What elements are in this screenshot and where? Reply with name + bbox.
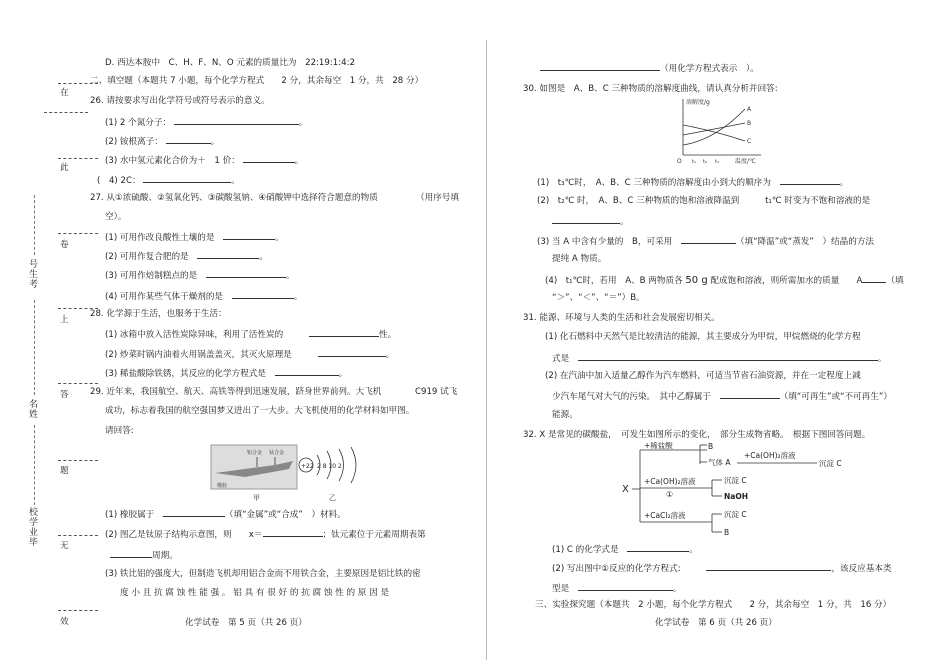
answer-blank[interactable] <box>578 582 673 591</box>
binding-label-exam-no: 号生考 <box>29 260 39 290</box>
q28-stem: 28. 化学源于生活，也服务于生活： <box>90 309 227 319</box>
q27-stem-2: 空）。 <box>105 212 127 222</box>
graph-y-label: 溶解度/g <box>686 99 710 106</box>
curve-label-a: A <box>747 106 752 113</box>
q26-3: (3) 水中氢元素化合价为＋ 1 价： 。 <box>105 156 304 166</box>
solubility-graph <box>675 95 765 165</box>
seal-char: 此 <box>60 163 69 173</box>
answer-blank[interactable] <box>780 176 840 185</box>
graph-tick-t2: t₂ <box>703 159 707 165</box>
q27-2: (2) 可用作复合肥的是 。 <box>105 252 268 262</box>
answer-blank[interactable] <box>720 390 780 399</box>
q29-stem: 29. 近年来，我国航空、航天、高铁等得到迅速发展，跻身世界前列。大飞机 <box>90 387 382 397</box>
answer-blank[interactable] <box>197 250 259 259</box>
answer-blank[interactable] <box>263 528 323 537</box>
fig-label-aluminum: 铝合金 <box>247 450 263 456</box>
electron-shell <box>351 447 356 483</box>
reaction-diagram <box>612 442 847 537</box>
q28-2: (2) 炒菜时锅内油着火用锅盖盖灭，其灭火原理是 。 <box>105 350 395 360</box>
answer-blank[interactable] <box>540 62 660 71</box>
seal-char: 答 <box>60 390 69 400</box>
answer-blank[interactable] <box>552 215 620 224</box>
answer-blank[interactable] <box>627 543 689 552</box>
q31-1b: 式是 。 <box>552 354 887 364</box>
diagram-reagent-caoh-mid: +Ca(OH)₂溶液 <box>644 477 696 486</box>
q27-4: (4) 可用作某些气体干燥剂的是 。 <box>105 292 303 302</box>
answer-blank[interactable] <box>110 549 152 558</box>
seal-dash <box>58 383 98 384</box>
answer-blank[interactable] <box>243 154 295 163</box>
diagram-reagent-cacl2: +CaCl₂溶液 <box>644 511 686 520</box>
seal-char: 卷 <box>60 240 69 250</box>
seal-char: 在 <box>60 88 69 98</box>
page-footer-right: 化学试卷 第 6 页（共 26 页） <box>655 618 777 628</box>
diagram-gas-a: 气体 A <box>708 458 731 467</box>
diagram-x: X <box>622 484 629 495</box>
answer-blank[interactable] <box>275 367 339 376</box>
q29-prompt: 请回答: <box>105 426 134 436</box>
answer-blank[interactable] <box>318 348 386 357</box>
graph-tick-t1: t₁ <box>692 159 696 165</box>
seal-char: 无 <box>60 541 69 551</box>
answer-blank[interactable] <box>174 116 299 125</box>
seal-dash <box>58 610 98 611</box>
answer-blank[interactable] <box>232 290 294 299</box>
diagram-naoh: NaOH <box>724 492 748 501</box>
option-d: D. 西达本胺中 C、H、F、N、O 元素的质量比为 22:19:1:4:2 <box>105 58 355 68</box>
q29-3: (3) 铁比铝的强度大，但制造飞机却用铝合金而不用铁合金，主要原因是铝比铁的密 <box>105 569 421 579</box>
q26-2: (2) 铵根离子： 。 <box>105 137 220 147</box>
q30-3: (3) 当 A 中含有少量的 B，可采用 （填“降温”或“蒸发” ）结晶的方法 <box>537 237 875 247</box>
answer-blank[interactable] <box>206 269 286 278</box>
q27-stem: 27. 从①浓硫酸、②氢氧化钙、③碳酸氢钠、④硝酸钾中选择符合题意的物质 <box>90 193 378 203</box>
q27-1: (1) 可用作改良酸性土壤的是 。 <box>105 233 284 243</box>
binding-label-school: 校学业毕 <box>29 508 39 548</box>
answer-blank[interactable] <box>578 352 878 361</box>
q29-figure <box>205 443 375 501</box>
q31-2c: 能源。 <box>552 410 578 420</box>
section-2-heading: 二、填空题（本题共 7 小题，每个化学方程式 2 分，其余每空 1 分，共 28 分） <box>90 76 424 86</box>
diagram-step-1: ① <box>666 490 674 499</box>
q30-2: (2) t₂℃ 时， A、B、C 三种物质的饱和溶液降温到 t₁℃ 时变为不饱和溶液的是 <box>537 196 871 206</box>
q26-4: ( 4) 2C： 。 <box>97 176 240 186</box>
graph-x-label: 温度/℃ <box>735 158 756 165</box>
seal-dash <box>58 535 98 536</box>
q30-stem: 30. 如图是 A、B、C 三种物质的溶解度曲线，请认真分析并回答: <box>523 84 778 94</box>
answer-blank[interactable] <box>143 174 231 183</box>
q29-3b: 度 小 且 抗 腐 蚀 性 能 强 。 铝 具 有 很 好 的 抗 腐 蚀 性 的 原 因 是 <box>120 588 390 598</box>
q31-2b: 少汽车尾气对大气的污染。 其中乙醇属于 （填“可再生”或“不可再生”） <box>552 392 892 402</box>
answer-blank[interactable] <box>681 235 736 244</box>
answer-blank[interactable] <box>309 328 379 337</box>
atom-shell-electrons: 2 8 10 2 <box>317 463 342 470</box>
diagram-reagent-caoh-top: +Ca(OH)₂溶液 <box>744 451 796 460</box>
q27-3: (3) 可用作焙制糕点的是 。 <box>105 271 295 281</box>
page-divider <box>486 40 487 660</box>
binding-dash <box>34 195 35 255</box>
answer-blank[interactable] <box>706 562 831 571</box>
q31-stem: 31. 能源、环境与人类的生活和社会发展密切相关。 <box>523 313 720 323</box>
diagram-product-b2: B <box>724 528 730 537</box>
diagram-precipitate-c-top: 沉淀 C <box>819 459 842 468</box>
binding-dash <box>34 425 35 505</box>
answer-blank[interactable] <box>163 508 225 517</box>
fig-caption-yi: 乙 <box>329 494 336 501</box>
seal-dash <box>58 460 98 461</box>
q26-1: (1) 2 个氮分子： 。 <box>105 118 308 128</box>
q29-1: (1) 橡胶属于 （填“金属”或“合成” ）材料。 <box>105 510 346 520</box>
seal-char: 效 <box>60 617 69 627</box>
q28-1: (1) 冰箱中放入活性炭除异味，利用了活性炭的 性。 <box>105 330 397 340</box>
fig-label-rubber: 橡胶 <box>217 483 228 489</box>
q30-4b: “＞”、“＜”、“＝”）B。 <box>552 293 645 303</box>
q29-stem-c919: C919 试飞 <box>415 387 458 397</box>
binding-label-name: 名姓 <box>29 400 39 420</box>
q30-3b: 提纯 A 物质。 <box>552 254 607 264</box>
q28-3: (3) 稀盐酸除铁锈，其反应的化学方程式是 。 <box>105 369 348 379</box>
answer-blank[interactable] <box>166 135 211 144</box>
page-footer-left: 化学试卷 第 5 页（共 26 页） <box>185 618 307 628</box>
q26-stem: 26. 请按要求写出化学符号或符号表示的意义。 <box>90 96 270 106</box>
graph-origin: O <box>677 158 682 165</box>
diagram-precipitate-c-bot: 沉淀 C <box>724 510 747 519</box>
q32-2: (2) 写出图中①反应的化学方程式: ，该反应基本类 <box>552 564 892 574</box>
q27-note: （用序号填 <box>416 193 459 203</box>
seal-dash <box>58 233 98 234</box>
binding-dash <box>34 300 35 395</box>
graph-tick-t3: t₃ <box>715 159 719 165</box>
fig-caption-jia: 甲 <box>253 494 260 501</box>
atom-nucleus-charge: +22 <box>301 463 314 470</box>
q32-1: (1) C 的化学式是 。 <box>552 545 698 555</box>
curve-label-b: B <box>747 120 752 127</box>
diagram-product-b1: B <box>708 442 714 451</box>
curve-label-c: C <box>747 138 752 145</box>
seal-dash <box>58 158 98 159</box>
seal-char: 题 <box>60 466 69 476</box>
seal-char: 上 <box>60 315 69 325</box>
q31-1: (1) 化石燃料中天然气是比较清洁的能源，其主要成分为甲烷，甲烷燃烧的化学方程 <box>545 332 861 342</box>
q29-continued: （用化学方程式表示 ）。 <box>540 62 759 75</box>
diagram-reagent-hcl: +稀盐酸 <box>644 442 673 450</box>
answer-blank[interactable] <box>862 274 886 283</box>
q32-2b: 型是 。 <box>552 584 682 594</box>
q29-2: (2) 图乙是钛原子结构示意图，则 x＝ ；钛元素位于元素周期表第 <box>105 530 426 540</box>
q32-stem: 32. X 是常见的碳酸盐， 可发生如图所示的变化， 部分生成物省略。 根据下图回答问题。 <box>523 430 871 440</box>
diagram-precipitate-c-mid: 沉淀 C <box>724 476 747 485</box>
q30-1: (1) t₃℃时， A、B、C 三种物质的溶解度由小到大的顺序为 。 <box>537 178 849 188</box>
section-3-heading: 三、实验探究题（本题共 2 小题，每个化学方程式 2 分，其余每空 1 分，共 16 分） <box>535 600 892 610</box>
answer-blank[interactable] <box>223 231 275 240</box>
fig-label-titanium: 钛合金 <box>269 450 285 456</box>
q29-2b: 周期。 <box>110 549 178 562</box>
q29-stem-2: 成功，标志着我国的航空强国梦又进出了一大步。大飞机使用的化学材料如甲图。 <box>105 406 415 416</box>
seal-dash <box>44 112 88 113</box>
q30-4: (4) t₁℃时，若用 A、B 两物质各 50 g 配成饱和溶液，则所需加水的质量 A （填 <box>545 275 904 286</box>
q30-2b: 。 <box>552 215 629 228</box>
q31-2: (2) 在汽油中加入适量乙醇作为汽车燃料，可适当节省石油资源，并在一定程度上减 <box>545 371 861 381</box>
